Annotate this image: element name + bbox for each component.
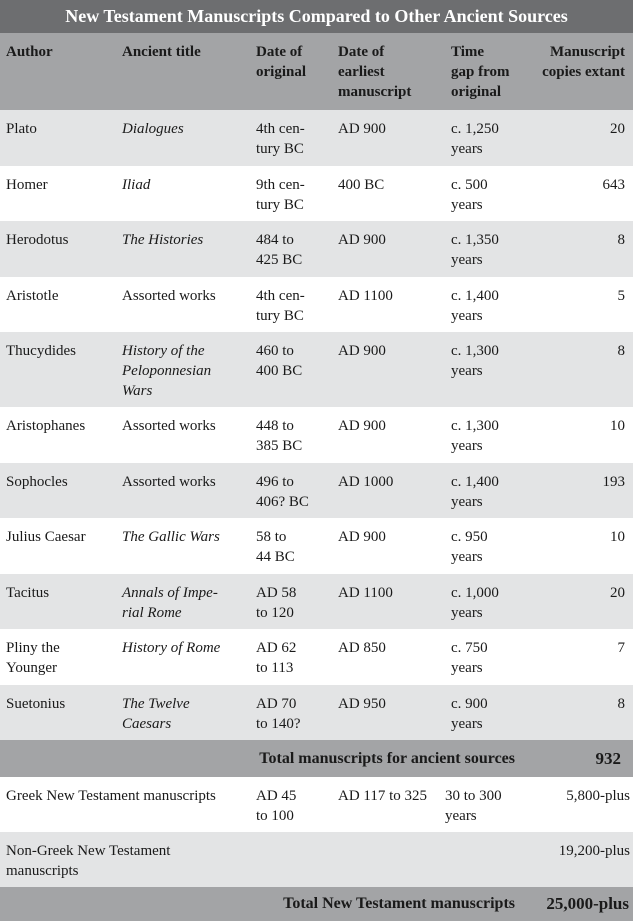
nt-nongreek-label: Non-Greek New Testament manuscripts	[6, 843, 171, 879]
ancient-title-cell: History of Rome	[122, 640, 221, 656]
table-row	[0, 574, 633, 630]
total-nt-value: 25,000-plus	[546, 894, 629, 913]
header-gap: Time gap from original	[451, 44, 510, 100]
date-original-cell: 4th cen- tury BC	[256, 121, 305, 157]
author-cell: Julius Caesar	[6, 529, 86, 545]
nt-nongreek-copies: 19,200-plus	[558, 843, 630, 859]
copies-cell: 643	[602, 176, 625, 193]
date-earliest-cell: AD 900	[338, 529, 386, 545]
ancient-title-cell: History of the Peloponnesian Wars	[122, 343, 212, 399]
ancient-title-cell: The Gallic Wars	[122, 529, 220, 545]
table-row	[0, 110, 633, 166]
ancient-title-cell: Assorted works	[122, 287, 216, 304]
header-date-original: Date of original	[256, 44, 307, 80]
date-original-cell: AD 62 to 113	[256, 640, 297, 676]
author-cell: Homer	[6, 176, 48, 193]
date-original-cell: AD 70 to 140?	[256, 695, 301, 732]
time-gap-cell: c. 500 years	[451, 176, 488, 213]
header-title: Ancient title	[122, 44, 201, 60]
time-gap-cell: c. 1,350 years	[451, 232, 499, 268]
table-title: New Testament Manuscripts Compared to Other Ancient Sources	[0, 0, 633, 33]
nt-greek-earliest: AD 117 to 325	[338, 788, 428, 804]
total-ancient-value: 932	[595, 748, 621, 768]
date-earliest-cell: AD 900	[338, 232, 386, 248]
time-gap-cell: c. 750 years	[451, 640, 488, 676]
time-gap-cell: c. 1,300 years	[451, 343, 499, 379]
nt-greek-gap: 30 to 300 years	[445, 788, 502, 824]
ancient-title-cell: Annals of Impe- rial Rome	[122, 584, 218, 621]
copies-cell: 20	[610, 584, 625, 601]
total-ancient-row	[0, 740, 633, 777]
date-earliest-cell: AD 1100	[338, 584, 393, 601]
header-copies: Manuscript copies extant	[542, 44, 625, 80]
ancient-title-cell: Assorted works	[122, 418, 216, 434]
date-original-cell: 4th cen- tury BC	[256, 287, 305, 324]
table-row	[0, 629, 633, 685]
date-earliest-cell: AD 950	[338, 695, 386, 712]
author-cell: Aristotle	[6, 287, 59, 304]
date-original-cell: 448 to 385 BC	[256, 418, 303, 454]
time-gap-cell: c. 1,000 years	[451, 584, 499, 621]
total-nt-row	[0, 887, 633, 921]
time-gap-cell: c. 1,300 years	[451, 418, 499, 454]
author-cell: Tacitus	[6, 584, 50, 601]
copies-cell: 8	[617, 232, 625, 248]
date-original-cell: 460 to 400 BC	[256, 343, 303, 379]
copies-cell: 8	[617, 695, 625, 712]
header-row	[0, 33, 633, 110]
author-cell: Pliny the Younger	[6, 640, 60, 676]
date-earliest-cell: AD 1000	[338, 473, 394, 490]
author-cell: Plato	[6, 121, 37, 137]
table-row	[0, 463, 633, 519]
time-gap-cell: c. 1,400 years	[451, 473, 499, 510]
time-gap-cell: c. 900 years	[451, 695, 488, 732]
copies-cell: 10	[610, 418, 625, 434]
ancient-title-cell: The Histories	[122, 232, 204, 248]
table-body	[0, 110, 633, 740]
nt-nongreek-row	[0, 832, 633, 887]
date-original-cell: 496 to 406? BC	[256, 473, 309, 510]
nt-greek-copies: 5,800-plus	[566, 788, 630, 804]
table-row	[0, 518, 633, 574]
nt-greek-date: AD 45 to 100	[256, 788, 297, 824]
total-ancient-label: Total manuscripts for ancient sources	[259, 749, 515, 767]
ancient-title-cell: Assorted works	[122, 473, 216, 490]
date-earliest-cell: AD 900	[338, 418, 386, 434]
date-earliest-cell: AD 900	[338, 121, 386, 137]
table-row	[0, 407, 633, 463]
nt-greek-row	[0, 777, 633, 832]
ancient-title-cell: Dialogues	[122, 121, 184, 137]
table-row	[0, 685, 633, 741]
nt-greek-label: Greek New Testament manuscripts	[6, 788, 216, 804]
time-gap-cell: c. 1,400 years	[451, 287, 499, 324]
table-row	[0, 277, 633, 333]
copies-cell: 10	[610, 529, 625, 545]
header-author: Author	[6, 44, 53, 60]
copies-cell: 8	[617, 343, 625, 359]
time-gap-cell: c. 1,250 years	[451, 121, 499, 157]
date-original-cell: 9th cen- tury BC	[256, 176, 305, 213]
copies-cell: 5	[617, 287, 625, 304]
time-gap-cell: c. 950 years	[451, 529, 488, 565]
ancient-title-cell: Iliad	[122, 176, 151, 193]
copies-cell: 7	[617, 640, 625, 656]
date-original-cell: AD 58 to 120	[256, 584, 297, 621]
author-cell: Herodotus	[6, 232, 69, 248]
date-earliest-cell: AD 850	[338, 640, 386, 656]
copies-cell: 193	[602, 473, 625, 490]
date-earliest-cell: 400 BC	[338, 176, 385, 193]
date-original-cell: 58 to 44 BC	[256, 529, 295, 565]
author-cell: Suetonius	[6, 695, 66, 712]
date-original-cell: 484 to 425 BC	[256, 232, 303, 268]
copies-cell: 20	[610, 121, 625, 137]
author-cell: Aristophanes	[6, 418, 86, 434]
date-earliest-cell: AD 900	[338, 343, 386, 359]
table-row	[0, 221, 633, 277]
header-date-earliest: Date of earliest manuscript	[338, 44, 412, 100]
total-nt-label: Total New Testament manuscripts	[283, 895, 515, 912]
author-cell: Thucydides	[6, 343, 76, 359]
table-row	[0, 332, 633, 407]
date-earliest-cell: AD 1100	[338, 287, 393, 304]
author-cell: Sophocles	[6, 473, 68, 490]
table-row	[0, 166, 633, 222]
ancient-title-cell: The Twelve Caesars	[122, 695, 190, 732]
